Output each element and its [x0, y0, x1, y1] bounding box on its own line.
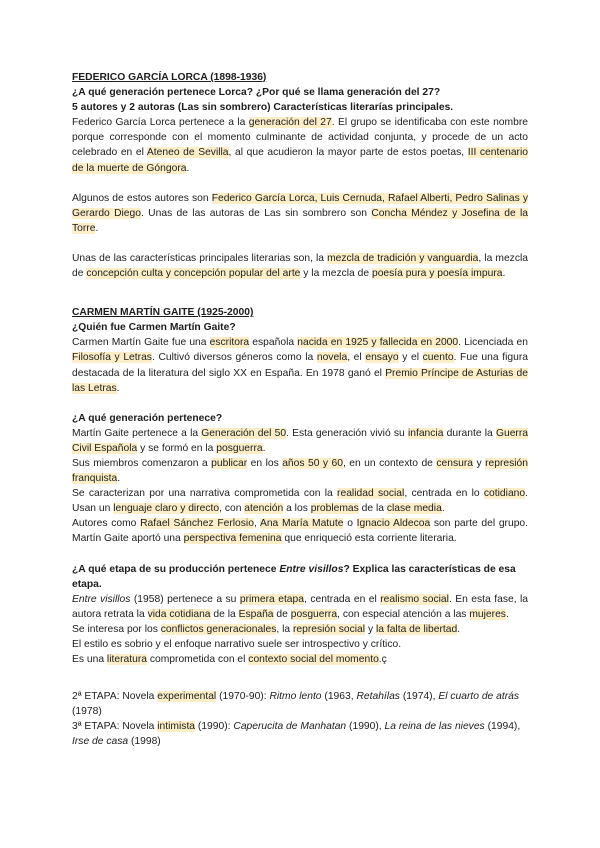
highlight: Federico García Lorca, Luis Cernuda, Rafael Alberti, Pedro Salinas y Gerardo Diego — [72, 192, 528, 219]
highlight: posguerra — [290, 608, 338, 620]
highlight: Ana María Matute — [259, 518, 344, 530]
highlight: Filosofía y Letras — [72, 352, 152, 364]
highlight: Premio Príncipe de Asturias de las Letras — [72, 367, 528, 394]
highlight: vida cotidiana — [147, 608, 211, 620]
highlight: Guerra Civil Española — [72, 427, 529, 454]
question-stage: ¿A qué etapa de su producción pertenece Entre visillos? Explica las características de esa etapa. — [72, 563, 516, 590]
highlight: lenguaje claro y directo — [113, 503, 220, 515]
highlight: contexto social del momento — [248, 654, 379, 666]
highlight: años 50 y 60 — [282, 457, 343, 469]
highlight: novela — [316, 352, 348, 364]
highlight: cotidiano — [483, 488, 526, 500]
paragraph-committed: Es una literatura comprometida con el contexto social del momento.ç — [72, 654, 387, 666]
highlight: generación del 27 — [248, 117, 332, 129]
paragraph-characteristics: Unas de las características principales literarias son, la mezcla de tradición y vanguardia, la mezcla de concepción culta y concepción popular del arte y la mezcla de poesía pura y poesía impura. — [72, 252, 528, 280]
paragraph-entre-visillos: Entre visillos (1958) pertenece a su primera etapa, centrada en el realismo social. En esta fase, la autora retrata la vida cotidiana de la España de posguerra, con especial atención a las mujeres. — [72, 593, 529, 620]
highlight: censura — [436, 457, 474, 469]
highlight: perspectiva femenina — [183, 533, 282, 545]
section-title-lorca: FEDERICO GARCÍA LORCA (1898-1936) — [72, 72, 267, 83]
paragraph-authors: Algunos de estos autores son Federico García Lorca, Luis Cernuda, Rafael Alberti, Pedro Salinas y Gerardo Diego. Unas de las autoras de Las sin sombrero son Concha Méndez y Josefina de la Torre. — [72, 192, 528, 234]
highlight: atención — [244, 503, 284, 515]
highlight: mujeres — [469, 608, 506, 620]
highlight: primera etapa — [239, 593, 304, 605]
highlight: intimista — [157, 721, 196, 733]
highlight: ensayo — [365, 352, 399, 364]
highlight: la falta de libertad — [375, 623, 458, 635]
highlight: Concha Méndez y Josefina de la Torre — [72, 207, 528, 234]
paragraph-stage-2: 2ª ETAPA: Novela experimental (1970-90): Ritmo lento (1963, Retahílas (1974), El cuarto de atrás (1978) — [72, 691, 520, 718]
question-generation-lorca: ¿A qué generación pertenece Lorca? ¿Por qué se llama generación del 27? — [72, 87, 441, 99]
highlight: Generación del 50 — [201, 427, 287, 439]
highlight: realidad social — [337, 488, 405, 500]
document-page — [72, 70, 528, 750]
highlight: mezcla de tradición y vanguardia — [327, 252, 479, 264]
paragraph-narrative: Se caracterizan por una narrativa comprometida con la realidad social, centrada en lo cotidiano. Usan un lenguaje claro y directo, con atención a los problemas de la clase media. — [72, 488, 528, 515]
highlight: Ateneo de Sevilla — [146, 147, 229, 159]
paragraph-lorca-generation: Federico García Lorca pertenece a la generación del 27. El grupo se identificaba con este nombre porque corresponde con el momento culminante de actividad conjunta, y procede de un acto celebrado en el Ateneo de Sevilla, al que acudieron la mayor parte de estos poetas, III centenario de la muerte de Góngora. — [72, 117, 528, 174]
paragraph-conflicts: Se interesa por los conflictos generacionales, la represión social y la falta de libertad. — [72, 623, 461, 635]
question-generation-gaite: ¿A qué generación pertenece? — [72, 412, 223, 424]
highlight: nacida en 1925 y fallecida en 2000 — [297, 337, 459, 349]
section-title-gaite: CARMEN MARTÍN GAITE (1925-2000) — [72, 307, 254, 319]
paragraph-authors-50: Autores como Rafael Sánchez Ferlosio, Ana María Matute o Ignacio Aldecoa son parte del grupo. Martín Gaite aportó una perspectiva femenina que enriqueció esta corriente literaria. — [72, 518, 529, 545]
highlight: concepción culta y concepción popular del arte — [86, 268, 301, 280]
highlight: posguerra — [216, 442, 263, 454]
highlight: problemas — [310, 503, 359, 515]
paragraph-stage-3: 3ª ETAPA: Novela intimista (1990): Caperucita de Manhatan (1990), La reina de las nieves (1994), Irse de casa (1998) — [72, 721, 521, 748]
paragraph-style: El estilo es sobrio y el enfoque narrativo suele ser introspectivo y crítico. — [72, 639, 402, 650]
highlight: España — [238, 608, 274, 620]
highlight: Ignacio Aldecoa — [356, 518, 431, 530]
highlight: cuento — [422, 352, 454, 364]
highlight: realismo social — [380, 593, 449, 605]
highlight: Rafael Sánchez Ferlosio — [140, 518, 254, 530]
highlight: literatura — [106, 654, 147, 666]
highlight: experimental — [157, 691, 217, 703]
highlight: escritora — [209, 337, 250, 349]
highlight: represión franquista — [72, 457, 529, 485]
paragraph-members: Sus miembros comenzaron a publicar en los años 50 y 60, en un contexto de censura y represión franquista. — [72, 457, 529, 485]
highlight: conflictos generacionales — [160, 623, 277, 635]
paragraph-generation-50: Martín Gaite pertenece a la Generación del 50. Esta generación vivió su infancia durante la Guerra Civil Española y se formó en la posguerra. — [72, 427, 529, 454]
highlight: publicar — [211, 457, 248, 469]
question-authors: 5 autores y 2 autoras (Las sin sombrero) Características literarías principales. — [72, 102, 454, 114]
paragraph-gaite-bio: Carmen Martín Gaite fue una escritora española nacida en 1925 y fallecida en 2000. Licenciada en Filosofía y Letras. Cultivó diversos géneros como la novela, el ensayo y el cuento. Fue una figura destacada de la literatura del siglo XX en España. En 1978 ganó el Premio Príncipe de Asturias de las Letras. — [72, 337, 529, 394]
highlight: III centenario de la muerte de Góngora — [72, 147, 528, 174]
question-who-gaite: ¿Quién fue Carmen Martín Gaite? — [72, 322, 236, 334]
highlight: infancia — [407, 427, 444, 439]
highlight: clase media — [386, 503, 442, 515]
highlight: represión social — [292, 623, 366, 635]
highlight: poesía pura y poesía impura — [371, 268, 503, 280]
